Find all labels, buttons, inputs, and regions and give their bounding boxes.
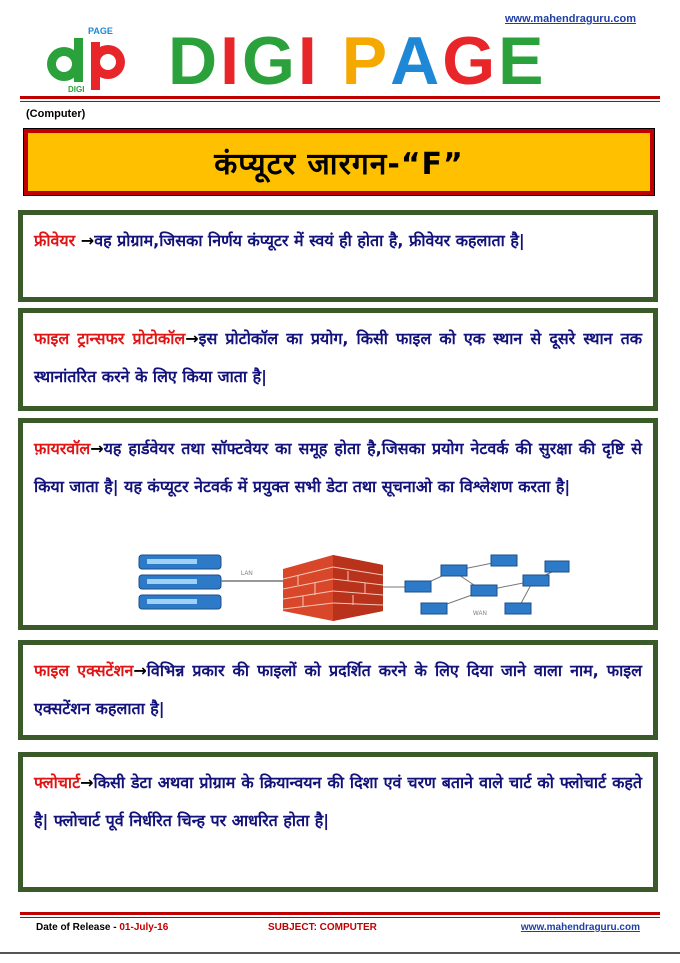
- entry-text: [34, 764, 642, 840]
- release-info: [36, 922, 168, 933]
- entry-term: फ्लोचार्ट: [34, 773, 81, 792]
- wan-label: WAN: [473, 611, 487, 617]
- entry-description: यह हार्डवेयर तथा सॉफ्टवेयर का समूह होता है,जिसका प्रयोग नेटवर्क की सुरक्षा की दृष्टि से किया जाता है| यह कंप्यूटर नेटवर्क में प्रयुक्त सभी डेटा तथा सूचनाओ का विश्लेशण करता है|: [34, 439, 642, 496]
- entry-description: किसी डेटा अथवा प्रोग्राम के क्रियान्वयन की दिशा एवं चरण बताने वाले चार्ट को फ्लोचार्ट कहते है| फ्लोचार्ट पूर्व निर्धरित चिन्ह पर आधरित होता है|: [34, 773, 642, 830]
- brand-letter: I: [297, 23, 320, 99]
- arrow-icon: →: [133, 661, 147, 680]
- firewall-network-illustration: [133, 551, 573, 621]
- entry-term: फ़ायरवॉल: [34, 439, 91, 458]
- entry-description: वह प्रोग्राम,जिसका निर्णय कंप्यूटर में स्वयं ही होता है, फ्रीवेयर कहलाता है|: [94, 231, 525, 250]
- digi-page-logo: [36, 24, 142, 94]
- logo-text-digi: DIGI: [68, 85, 85, 94]
- arrow-icon: →: [90, 439, 104, 458]
- entry-text: [34, 652, 642, 728]
- brand-letter: G: [442, 23, 499, 99]
- header-divider: [20, 96, 660, 99]
- brand-letter: [320, 26, 342, 96]
- arrow-icon: →: [75, 231, 95, 250]
- page-bottom-border: [0, 952, 680, 954]
- category-label: (Computer): [26, 108, 86, 120]
- brick-wall-icon: [283, 555, 383, 621]
- entry-term: फाइल एक्सटेंशन: [34, 661, 134, 680]
- entry-text: [34, 222, 642, 260]
- entry-term: फाइल ट्रान्सफर प्रोटोकॉल: [34, 329, 186, 348]
- brand-title: [168, 23, 547, 99]
- brand-letter: E: [498, 23, 547, 99]
- entry-card-file-extension: [18, 640, 658, 740]
- brand-letter: A: [390, 23, 443, 99]
- footer-divider-thin: [20, 917, 660, 918]
- arrow-icon: →: [185, 329, 199, 348]
- entry-description: विभिन्न प्रकार की फाइलों को प्रदर्शित करने के लिए दिया जाने वाला नाम, फाइल एक्सटेंशन कहलाता है|: [34, 661, 642, 718]
- entry-card-firewall: [18, 418, 658, 630]
- page-title: कंप्यूटर जारगन-“F”: [214, 146, 464, 182]
- brand-letter: P: [341, 23, 391, 99]
- footer-divider: [20, 912, 660, 915]
- arrow-icon: →: [80, 773, 94, 792]
- release-date: 01-July-16: [119, 922, 169, 933]
- title-banner: [24, 129, 654, 195]
- logo-text-page: PAGE: [88, 26, 113, 36]
- entry-card-ftp: [18, 308, 658, 411]
- header-divider-thin: [20, 101, 660, 102]
- entry-card-freeware: [18, 210, 658, 302]
- entry-description: इस प्रोटोकॉल का प्रयोग, किसी फाइल को एक स्थान से दूसरे स्थान तक स्थानांतरित करने के लिए किया जाता है|: [34, 329, 643, 386]
- lan-servers-icon: [139, 555, 221, 609]
- entry-text: [34, 320, 642, 396]
- entry-text: [34, 430, 642, 506]
- brand-letter: D: [168, 23, 221, 99]
- lan-label: LAN: [241, 571, 253, 577]
- brand-letter: G: [242, 23, 298, 99]
- brand-letter: I: [220, 23, 243, 99]
- site-url-header[interactable]: www.mahendraguru.com: [504, 13, 636, 25]
- entry-card-flowchart: [18, 752, 658, 892]
- subject-label: SUBJECT: COMPUTER: [268, 922, 377, 933]
- entry-term: फ्रीवेयर: [34, 231, 76, 250]
- site-url-footer[interactable]: www.mahendraguru.com: [520, 922, 640, 933]
- release-label: Date of Release -: [36, 922, 120, 933]
